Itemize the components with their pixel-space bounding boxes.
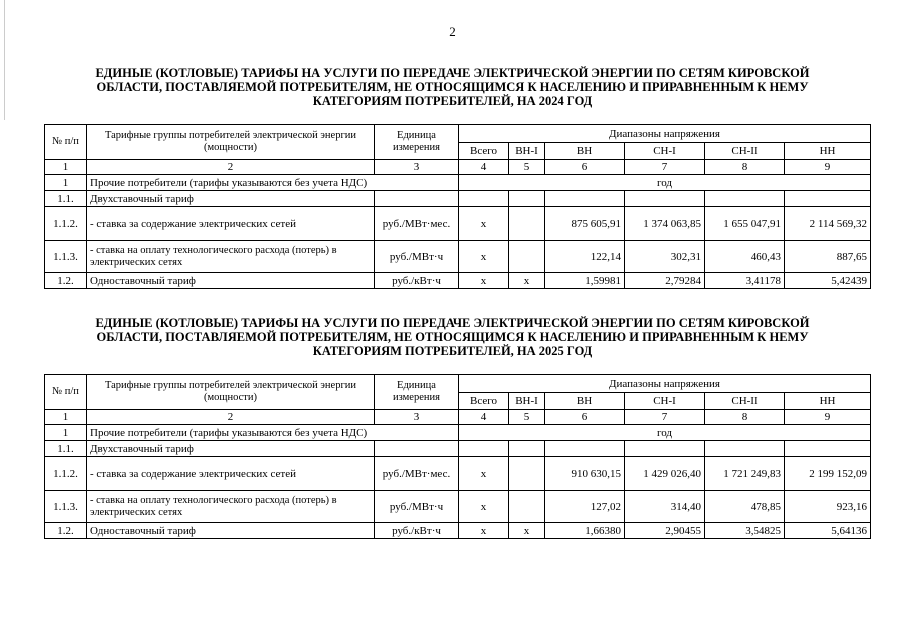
table-row: [45, 441, 871, 457]
tariff-section: [0, 66, 905, 287]
title-line: КАТЕГОРИЯМ ПОТРЕБИТЕЛЕЙ, НА 2024 ГОД: [312, 94, 593, 108]
header-ranges: Диапазоны напряжения: [459, 125, 871, 143]
index-cell: 4: [459, 160, 509, 175]
empty-cell: [459, 441, 509, 457]
row-number: 1: [45, 425, 87, 441]
row-unit: руб./МВт·мес.: [375, 207, 459, 241]
header-sn1: СН-I: [625, 393, 705, 410]
index-cell: 2: [87, 160, 375, 175]
index-cell: 4: [459, 410, 509, 425]
header-sn1: СН-I: [625, 143, 705, 160]
cell-all: х: [459, 523, 509, 539]
cell-vn: 910 630,15: [545, 457, 625, 491]
cell-nn: 887,65: [785, 241, 871, 273]
header-unit: Единица измерения: [375, 125, 459, 160]
header-all: Всего: [459, 393, 509, 410]
table-row: [45, 523, 871, 539]
index-cell: 9: [785, 410, 871, 425]
index-cell: 6: [545, 410, 625, 425]
row-number: 1.1.3.: [45, 491, 87, 523]
index-cell: 3: [375, 160, 459, 175]
cell-sn1: 1 374 063,85: [625, 207, 705, 241]
index-cell: 8: [705, 160, 785, 175]
empty-cell: [545, 441, 625, 457]
header-all: Всего: [459, 143, 509, 160]
row-period: год: [459, 175, 871, 191]
index-row: [45, 160, 871, 175]
cell-vn1: [509, 491, 545, 523]
header-row: [45, 125, 871, 143]
index-cell: 6: [545, 160, 625, 175]
row-name: Двухставочный тариф: [87, 191, 375, 207]
index-cell: 5: [509, 410, 545, 425]
title-line: ОБЛАСТИ, ПОСТАВЛЯЕМОЙ ПОТРЕБИТЕЛЯМ, НЕ ОТНОСЯЩИМСЯ К НАСЕЛЕНИЮ И ПРИРАВНЕННЫМ К НЕМУ: [96, 80, 809, 94]
table-row: [45, 191, 871, 207]
header-unit: Единица измерения: [375, 375, 459, 410]
empty-cell: [459, 191, 509, 207]
index-row: [45, 410, 871, 425]
cell-vn1: [509, 457, 545, 491]
title-line: ЕДИНЫЕ (КОТЛОВЫЕ) ТАРИФЫ НА УСЛУГИ ПО ПЕРЕДАЧЕ ЭЛЕКТРИЧЕСКОЙ ЭНЕРГИИ ПО СЕТЯМ КИРОВСКОЙ: [95, 316, 810, 330]
page-number: 2: [449, 24, 456, 39]
cell-sn1: 314,40: [625, 491, 705, 523]
row-number: 1.1.3.: [45, 241, 87, 273]
header-vn1: ВН-I: [509, 393, 545, 410]
empty-cell: [705, 191, 785, 207]
index-cell: 8: [705, 410, 785, 425]
header-ranges: Диапазоны напряжения: [459, 375, 871, 393]
row-name: - ставка за содержание электрических сетей: [87, 457, 375, 491]
cell-sn2: 1 655 047,91: [705, 207, 785, 241]
cell-all: х: [459, 491, 509, 523]
index-cell: 7: [625, 160, 705, 175]
row-unit: руб./МВт·мес.: [375, 457, 459, 491]
row-name: Одноставочный тариф: [87, 523, 375, 539]
empty-cell: [375, 441, 459, 457]
empty-cell: [785, 191, 871, 207]
empty-cell: [785, 441, 871, 457]
cell-vn1: [509, 207, 545, 241]
table-row: [45, 273, 871, 289]
header-vn: ВН: [545, 143, 625, 160]
row-name: - ставка за содержание электрических сетей: [87, 207, 375, 241]
row-number: 1.1.: [45, 191, 87, 207]
empty-cell: [509, 441, 545, 457]
empty-cell: [509, 191, 545, 207]
cell-sn1: 2,79284: [625, 273, 705, 289]
row-number: 1.1.2.: [45, 207, 87, 241]
row-name: Прочие потребители (тарифы указываются без учета НДС): [87, 425, 459, 441]
empty-cell: [545, 191, 625, 207]
title-line: ОБЛАСТИ, ПОСТАВЛЯЕМОЙ ПОТРЕБИТЕЛЯМ, НЕ ОТНОСЯЩИМСЯ К НАСЕЛЕНИЮ И ПРИРАВНЕННЫМ К НЕМУ: [96, 330, 809, 344]
header-vn: ВН: [545, 393, 625, 410]
row-number: 1.2.: [45, 523, 87, 539]
cell-vn: 875 605,91: [545, 207, 625, 241]
table-row: [45, 241, 871, 273]
header-vn1: ВН-I: [509, 143, 545, 160]
cell-vn: 127,02: [545, 491, 625, 523]
cell-all: х: [459, 241, 509, 273]
index-cell: 5: [509, 160, 545, 175]
tariff-table: [44, 374, 871, 539]
row-name: - ставка на оплату технологического расхода (потерь) в электрических сетях: [87, 241, 375, 273]
cell-sn1: 2,90455: [625, 523, 705, 539]
cell-sn2: 1 721 249,83: [705, 457, 785, 491]
cell-vn: 1,66380: [545, 523, 625, 539]
cell-sn1: 1 429 026,40: [625, 457, 705, 491]
header-group: Тарифные группы потребителей электрической энергии (мощности): [87, 375, 375, 410]
cell-vn1: х: [509, 523, 545, 539]
cell-vn1: [509, 241, 545, 273]
cell-sn1: 302,31: [625, 241, 705, 273]
cell-all: х: [459, 207, 509, 241]
header-num: № п/п: [45, 375, 87, 410]
index-cell: 3: [375, 410, 459, 425]
index-cell: 9: [785, 160, 871, 175]
cell-sn2: 3,41178: [705, 273, 785, 289]
row-unit: руб./МВт·ч: [375, 241, 459, 273]
row-name: Прочие потребители (тарифы указываются без учета НДС): [87, 175, 459, 191]
cell-nn: 2 199 152,09: [785, 457, 871, 491]
section-title: [43, 66, 863, 108]
title-line: ЕДИНЫЕ (КОТЛОВЫЕ) ТАРИФЫ НА УСЛУГИ ПО ПЕРЕДАЧЕ ЭЛЕКТРИЧЕСКОЙ ЭНЕРГИИ ПО СЕТЯМ КИРОВСКОЙ: [95, 66, 810, 80]
cell-nn: 5,64136: [785, 523, 871, 539]
cell-nn: 923,16: [785, 491, 871, 523]
cell-sn2: 3,54825: [705, 523, 785, 539]
header-nn: НН: [785, 143, 871, 160]
empty-cell: [705, 441, 785, 457]
index-cell: 2: [87, 410, 375, 425]
row-unit: руб./МВт·ч: [375, 491, 459, 523]
table-row: [45, 175, 871, 191]
row-name: - ставка на оплату технологического расхода (потерь) в электрических сетях: [87, 491, 375, 523]
cell-nn: 5,42439: [785, 273, 871, 289]
index-cell: 1: [45, 410, 87, 425]
index-cell: 1: [45, 160, 87, 175]
cell-all: х: [459, 273, 509, 289]
row-unit: руб./кВт·ч: [375, 273, 459, 289]
tariff-section: [0, 316, 905, 537]
title-line: КАТЕГОРИЯМ ПОТРЕБИТЕЛЕЙ, НА 2025 ГОД: [312, 344, 593, 358]
row-number: 1.2.: [45, 273, 87, 289]
row-unit: руб./кВт·ч: [375, 523, 459, 539]
table-row: [45, 425, 871, 441]
header-num: № п/п: [45, 125, 87, 160]
row-number: 1.1.2.: [45, 457, 87, 491]
empty-cell: [625, 191, 705, 207]
empty-cell: [625, 441, 705, 457]
row-period: год: [459, 425, 871, 441]
cell-vn1: х: [509, 273, 545, 289]
header-sn2: СН-II: [705, 393, 785, 410]
header-nn: НН: [785, 393, 871, 410]
cell-vn: 122,14: [545, 241, 625, 273]
row-name: Двухставочный тариф: [87, 441, 375, 457]
section-title: [43, 316, 863, 358]
cell-nn: 2 114 569,32: [785, 207, 871, 241]
row-number: 1.1.: [45, 441, 87, 457]
index-cell: 7: [625, 410, 705, 425]
cell-all: х: [459, 457, 509, 491]
tariff-table: [44, 124, 871, 289]
table-row: [45, 457, 871, 491]
table-row: [45, 491, 871, 523]
cell-vn: 1,59981: [545, 273, 625, 289]
header-group: Тарифные группы потребителей электрической энергии (мощности): [87, 125, 375, 160]
cell-sn2: 460,43: [705, 241, 785, 273]
header-row: [45, 375, 871, 393]
row-name: Одноставочный тариф: [87, 273, 375, 289]
header-sn2: СН-II: [705, 143, 785, 160]
cell-sn2: 478,85: [705, 491, 785, 523]
table-row: [45, 207, 871, 241]
empty-cell: [375, 191, 459, 207]
row-number: 1: [45, 175, 87, 191]
